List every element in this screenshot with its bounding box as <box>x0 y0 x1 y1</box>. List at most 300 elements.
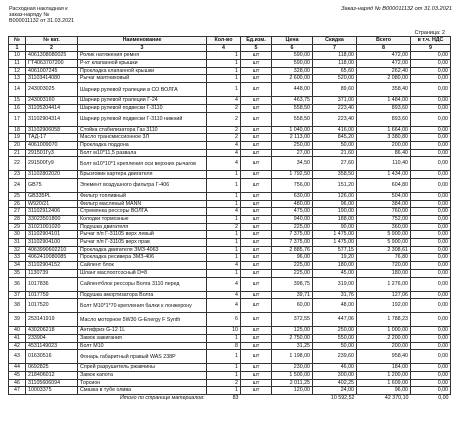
total: 360,00 <box>357 223 411 231</box>
item-name: Брызговик картера двигателя <box>78 171 207 179</box>
catalog-number: 4531149023 <box>26 342 78 350</box>
total: 200,00 <box>357 141 411 149</box>
table-row <box>9 208 451 216</box>
total: 262,40 <box>357 67 411 75</box>
quantity: 1 <box>207 83 241 97</box>
col-header: Наименование <box>78 37 207 45</box>
catalog-number: ТАД-17 <box>26 134 78 142</box>
total: 192,00 <box>357 299 411 313</box>
total: 76,80 <box>357 254 411 262</box>
table-row <box>9 141 451 149</box>
total: 1 609,00 <box>357 379 411 387</box>
price: 2 750,00 <box>272 334 313 342</box>
item-name: Прокладка клапанной крышки <box>78 67 207 75</box>
row-index: 10 <box>9 52 26 60</box>
unit: шт <box>241 254 272 262</box>
vat: 0,00 <box>411 52 451 60</box>
price: 225,00 <box>272 223 313 231</box>
catalog-number: 31102904101 <box>26 231 78 239</box>
total: 472,00 <box>357 52 411 60</box>
vat: 0,00 <box>411 277 451 291</box>
table-row <box>9 178 451 192</box>
row-index: 34 <box>9 262 26 270</box>
item-name: Торсион <box>78 379 207 387</box>
discount: 239,60 <box>313 350 357 364</box>
total: 358,40 <box>357 83 411 97</box>
total: 760,00 <box>357 208 411 216</box>
table-row <box>9 75 451 83</box>
unit: шт <box>241 216 272 224</box>
quantity: 1 <box>207 254 241 262</box>
table-row <box>9 277 451 291</box>
item-name: Фонарь габаритный правый WAS 238P <box>78 350 207 364</box>
table-row <box>9 112 451 126</box>
vat: 0,00 <box>411 291 451 299</box>
item-name: Ролик натяжения ремня <box>78 52 207 60</box>
total: 110,40 <box>357 157 411 171</box>
row-index: 29 <box>9 223 26 231</box>
price: 31,25 <box>272 342 313 350</box>
price: 2 011,25 <box>272 379 313 387</box>
price: 250,00 <box>272 141 313 149</box>
header-line: заказ-наряду № <box>9 12 50 19</box>
unit: шт <box>241 387 272 395</box>
quantity: 1 <box>207 334 241 342</box>
col-number: 3 <box>78 44 207 52</box>
discount: 520,00 <box>313 75 357 83</box>
table-row <box>9 52 451 60</box>
discount: 27,60 <box>313 157 357 171</box>
column-number-row <box>9 44 451 52</box>
item-name: Сайлентблок рессоры Волга 3110 перед <box>78 277 207 291</box>
row-index: 17 <box>9 112 26 126</box>
total: 893,60 <box>357 104 411 112</box>
price: 120,00 <box>272 387 313 395</box>
quantity: 2 <box>207 112 241 126</box>
vat: 0,00 <box>411 387 451 395</box>
price: 328,00 <box>272 67 313 75</box>
item-name: Замок зажигания <box>78 334 207 342</box>
quantity: 1 <box>207 52 241 60</box>
catalog-number: 31102912406 <box>26 208 78 216</box>
table-row <box>9 313 451 327</box>
catalog-number: 31103414080 <box>26 75 78 83</box>
catalog-number: 31102906058 <box>26 126 78 134</box>
discount: 188,00 <box>313 216 357 224</box>
materials-table <box>8 36 451 402</box>
col-header: № <box>9 37 26 45</box>
discount: 45,00 <box>313 269 357 277</box>
quantity: 2 <box>207 223 241 231</box>
price: 2 885,76 <box>272 246 313 254</box>
discount: 577,15 <box>313 246 357 254</box>
quantity: 1 <box>207 216 241 224</box>
row-index: 31 <box>9 239 26 247</box>
table-row <box>9 67 451 75</box>
vat: 0,00 <box>411 299 451 313</box>
item-name: Сайлент блок <box>78 262 207 270</box>
catalog-number: 31105204414 <box>26 104 78 112</box>
catalog-number: 233904 <box>26 334 78 342</box>
unit: шт <box>241 334 272 342</box>
item-name: Фильтр топливный <box>78 192 207 200</box>
discount: 223,40 <box>313 112 357 126</box>
unit: шт <box>241 350 272 364</box>
row-index: 22 <box>9 157 26 171</box>
row-index: 24 <box>9 178 26 192</box>
unit: шт <box>241 262 272 270</box>
item-name: Масло моторное 5W30 G-Energy F Synth <box>78 313 207 327</box>
catalog-number: 291501Гу3 <box>26 149 78 157</box>
col-header: в т.ч. НДС <box>411 37 451 45</box>
total: 1 434,00 <box>357 171 411 179</box>
vat: 0,00 <box>411 379 451 387</box>
item-name: Шарнир рулевой подвески Г-3110 <box>78 104 207 112</box>
total: 1 000,00 <box>357 327 411 335</box>
total-vat: 0,00 <box>411 395 451 403</box>
price: 1 500,00 <box>272 371 313 379</box>
unit: шт <box>241 157 272 171</box>
unit: шт <box>241 208 272 216</box>
col-number: 1 <box>9 44 26 52</box>
quantity: 1 <box>207 350 241 364</box>
unit: шт <box>241 313 272 327</box>
vat: 0,00 <box>411 231 451 239</box>
item-name: Элемент воздушного фильтра Г-406 <box>78 178 207 192</box>
row-index: 42 <box>9 342 26 350</box>
col-header: Цена <box>272 37 313 45</box>
vat: 0,00 <box>411 334 451 342</box>
price: 230,00 <box>272 364 313 372</box>
catalog-number: 31102904100 <box>26 239 78 247</box>
item-name: Рычаг маятниковый <box>78 75 207 83</box>
col-number: 9 <box>411 44 451 52</box>
vat: 0,00 <box>411 254 451 262</box>
price: 463,75 <box>272 97 313 105</box>
item-name: Шарнир рулевой трапеции Г-24 <box>78 97 207 105</box>
discount: 50,00 <box>313 342 357 350</box>
quantity: 1 <box>207 387 241 395</box>
table-row <box>9 327 451 335</box>
unit: шт <box>241 67 272 75</box>
catalog-number: 31021001020 <box>26 223 78 231</box>
quantity: 1 <box>207 200 241 208</box>
unit: шт <box>241 149 272 157</box>
vat: 0,00 <box>411 371 451 379</box>
row-index: 39 <box>9 313 26 327</box>
col-header: Скидка <box>313 37 357 45</box>
table-row <box>9 231 451 239</box>
catalog-number: GB75 <box>26 178 78 192</box>
discount: 21,60 <box>313 149 357 157</box>
discount: 31,76 <box>313 291 357 299</box>
price: 448,00 <box>272 83 313 97</box>
table-row <box>9 291 451 299</box>
table-body <box>9 52 451 395</box>
unit: шт <box>241 277 272 291</box>
discount: 250,00 <box>313 327 357 335</box>
total: 200,00 <box>357 342 411 350</box>
row-index: 35 <box>9 269 26 277</box>
discount: 371,00 <box>313 97 357 105</box>
invoice-header <box>9 6 74 25</box>
discount: 223,40 <box>313 104 357 112</box>
quantity: 6 <box>207 313 241 327</box>
discount: 151,20 <box>313 178 357 192</box>
item-name: Шланг маслоотсосный D=8 <box>78 269 207 277</box>
col-header: Кол-во <box>207 37 241 45</box>
catalog-number: 243003025 <box>26 83 78 97</box>
col-number: 4 <box>207 44 241 52</box>
table-row <box>9 379 451 387</box>
quantity: 2 <box>207 104 241 112</box>
vat: 0,00 <box>411 126 451 134</box>
quantity: 4 <box>207 141 241 149</box>
discount: 180,00 <box>313 262 357 270</box>
price: 630,00 <box>272 192 313 200</box>
unit: шт <box>241 379 272 387</box>
discount: 845,20 <box>313 134 357 142</box>
row-index: 14 <box>9 83 26 97</box>
table-row <box>9 350 451 364</box>
unit: шт <box>241 239 272 247</box>
total-label: Итого по странице материалов: <box>9 395 207 403</box>
row-index: 44 <box>9 364 26 372</box>
total: 1 788,23 <box>357 313 411 327</box>
header-line: В000011132 от 31.03.2021 <box>9 18 75 25</box>
table-row <box>9 134 451 142</box>
col-number: 2 <box>26 44 78 52</box>
discount: 402,25 <box>313 379 357 387</box>
quantity: 1 <box>207 67 241 75</box>
table-row <box>9 387 451 395</box>
price: 475,00 <box>272 208 313 216</box>
total: 1 276,00 <box>357 277 411 291</box>
total-qty: 83 <box>207 395 241 403</box>
total: 2 080,00 <box>357 75 411 83</box>
quantity: 4 <box>207 208 241 216</box>
quantity: 1 <box>207 269 241 277</box>
total: 720,00 <box>357 262 411 270</box>
price: 96,00 <box>272 254 313 262</box>
table-row <box>9 200 451 208</box>
catalog-number: 31102904314 <box>26 112 78 126</box>
item-name: Стойка стабилизатора Газ 3110 <box>78 126 207 134</box>
item-name: Болт м10*10*1 крепления оси верхних рычагов <box>78 157 207 171</box>
row-index: 40 <box>9 327 26 335</box>
price: 372,55 <box>272 313 313 327</box>
unit: шт <box>241 104 272 112</box>
row-index: 38 <box>9 299 26 313</box>
col-number: 5 <box>241 44 272 52</box>
price: 125,00 <box>272 327 313 335</box>
table-row <box>9 149 451 157</box>
price: 27,00 <box>272 149 313 157</box>
item-name: Фильтр масляный MANN <box>78 200 207 208</box>
row-index: 18 <box>9 126 26 134</box>
total: 604,80 <box>357 178 411 192</box>
price: 558,50 <box>272 104 313 112</box>
price: 558,50 <box>272 112 313 126</box>
catalog-number: 4063990602210 <box>26 246 78 254</box>
unit: шт <box>241 60 272 68</box>
unit: шт <box>241 200 272 208</box>
unit: шт <box>241 269 272 277</box>
catalog-number: 4061007245 <box>26 67 78 75</box>
discount: 126,00 <box>313 192 357 200</box>
unit: шт <box>241 134 272 142</box>
header-line: Расходная накладная к <box>9 6 68 12</box>
quantity: 1 <box>207 178 241 192</box>
quantity: 4 <box>207 149 241 157</box>
table-row <box>9 104 451 112</box>
quantity: 8 <box>207 342 241 350</box>
vat: 0,00 <box>411 350 451 364</box>
item-name: Замок капота <box>78 371 207 379</box>
table-row <box>9 269 451 277</box>
item-name: Подушка двигателя <box>78 223 207 231</box>
total: 5 900,00 <box>357 231 411 239</box>
unit: шт <box>241 126 272 134</box>
unit: шт <box>241 223 272 231</box>
total: 1 484,00 <box>357 97 411 105</box>
table-row <box>9 216 451 224</box>
row-index: 11 <box>9 60 26 68</box>
item-name: Шарнир рулевой подвески Г-3110 нижний <box>78 112 207 126</box>
vat: 0,00 <box>411 67 451 75</box>
row-index: 32 <box>9 246 26 254</box>
row-index: 37 <box>9 291 26 299</box>
vat: 0,00 <box>411 60 451 68</box>
quantity: 4 <box>207 262 241 270</box>
total: 384,00 <box>357 200 411 208</box>
catalog-number: 253141919 <box>26 313 78 327</box>
table-row <box>9 171 451 179</box>
row-index: 26 <box>9 200 26 208</box>
unit: шт <box>241 246 272 254</box>
total: 472,00 <box>357 60 411 68</box>
total-row <box>9 395 451 403</box>
discount: 190,00 <box>313 208 357 216</box>
item-name: Подушка амортизатора Волга <box>78 291 207 299</box>
vat: 0,00 <box>411 75 451 83</box>
item-name: Шарнир рулевой трапеции в СО ВОЛГА <box>78 83 207 97</box>
unit: шт <box>241 231 272 239</box>
item-name: Спрей разрушитель ржавчины <box>78 364 207 372</box>
table-row <box>9 342 451 350</box>
quantity: 1 <box>207 60 241 68</box>
discount: 358,50 <box>313 171 357 179</box>
unit: шт <box>241 299 272 313</box>
vat: 0,00 <box>411 104 451 112</box>
discount: 24,00 <box>313 387 357 395</box>
vat: 0,00 <box>411 134 451 142</box>
catalog-number: 31102802020 <box>26 171 78 179</box>
unit: шт <box>241 83 272 97</box>
row-index: 20 <box>9 141 26 149</box>
row-index: 28 <box>9 216 26 224</box>
total: 958,40 <box>357 350 411 364</box>
price: 225,00 <box>272 269 313 277</box>
discount: 300,00 <box>313 371 357 379</box>
catalog-number: 291500Гу9 <box>26 157 78 171</box>
discount: 50,00 <box>313 141 357 149</box>
vat: 0,00 <box>411 157 451 171</box>
catalog-number: 10003375 <box>26 387 78 395</box>
unit: шт <box>241 141 272 149</box>
quantity: 2 <box>207 126 241 134</box>
price: 756,00 <box>272 178 313 192</box>
discount: 48,00 <box>313 299 357 313</box>
total: 893,60 <box>357 112 411 126</box>
price: 39,71 <box>272 291 313 299</box>
table-row <box>9 60 451 68</box>
vat: 0,00 <box>411 239 451 247</box>
catalog-number: 1017759 <box>26 291 78 299</box>
item-name: Колодки тормозные <box>78 216 207 224</box>
total: 752,00 <box>357 216 411 224</box>
price: 398,75 <box>272 277 313 291</box>
quantity: 1 <box>207 231 241 239</box>
catalog-number: 243003160 <box>26 97 78 105</box>
row-index: 47 <box>9 387 26 395</box>
discount: 96,00 <box>313 200 357 208</box>
unit: шт <box>241 178 272 192</box>
unit: шт <box>241 75 272 83</box>
row-index: 46 <box>9 379 26 387</box>
unit: шт <box>241 364 272 372</box>
row-index: 30 <box>9 231 26 239</box>
row-index: 19 <box>9 134 26 142</box>
table-row <box>9 97 451 105</box>
total: 2 200,00 <box>357 334 411 342</box>
discount: 90,00 <box>313 223 357 231</box>
catalog-number: 31102904152 <box>26 262 78 270</box>
table-header-row <box>9 37 451 45</box>
price: 1 040,00 <box>272 126 313 134</box>
item-name: Масло трансмиссионное 3Л <box>78 134 207 142</box>
item-name: Болт M10 <box>78 342 207 350</box>
vat: 0,00 <box>411 97 451 105</box>
catalog-number: ГТ4063707200 <box>26 60 78 68</box>
item-name: Смазка в тубе олива <box>78 387 207 395</box>
unit: шт <box>241 112 272 126</box>
vat: 0,00 <box>411 208 451 216</box>
row-index: 13 <box>9 75 26 83</box>
item-name: Р-кт клапанной крышки <box>78 60 207 68</box>
row-index: 25 <box>9 192 26 200</box>
table-row <box>9 299 451 313</box>
vat: 0,00 <box>411 200 451 208</box>
vat: 0,00 <box>411 192 451 200</box>
total: 2 308,61 <box>357 246 411 254</box>
catalog-number: 4061009070 <box>26 141 78 149</box>
quantity: 4 <box>207 291 241 299</box>
discount: 118,00 <box>313 60 357 68</box>
catalog-number: GB335PL <box>26 192 78 200</box>
page-number: Страница: 2 <box>414 30 445 36</box>
price: 1 792,50 <box>272 171 313 179</box>
total: 504,00 <box>357 192 411 200</box>
item-name: Прокладка поддона <box>78 141 207 149</box>
price: 225,00 <box>272 262 313 270</box>
quantity: 2 <box>207 379 241 387</box>
total: 127,06 <box>357 291 411 299</box>
discount: 118,00 <box>313 52 357 60</box>
unit: шт <box>241 327 272 335</box>
vat: 0,00 <box>411 112 451 126</box>
row-index: 15 <box>9 97 26 105</box>
